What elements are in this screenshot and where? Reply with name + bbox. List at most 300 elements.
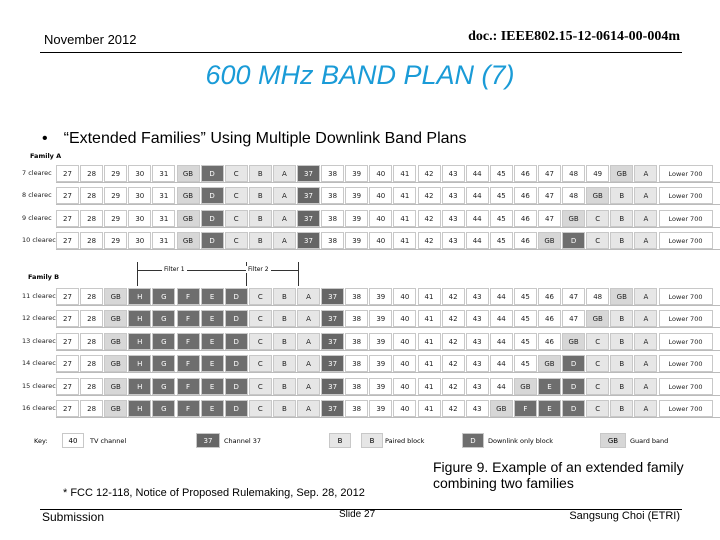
channel-cell: E [201, 333, 224, 350]
channel-cell: H [128, 400, 151, 417]
channel-cell: 39 [369, 355, 392, 372]
channel-cell: 27 [56, 165, 79, 182]
channel-cell: 42 [418, 232, 441, 249]
channel-cell: 40 [393, 288, 416, 305]
key-paired-box-2: B [361, 433, 383, 448]
channel-cell: 42 [418, 165, 441, 182]
channel-cell: C [586, 400, 609, 417]
slide-title: 600 MHz BAND PLAN (7) [205, 60, 515, 90]
channel-cell: C [225, 232, 248, 249]
channel-cell: E [201, 400, 224, 417]
channel-cell: 38 [321, 210, 344, 227]
channel-cell: A [273, 187, 296, 204]
channel-cell: 37 [297, 165, 320, 182]
channel-cell: C [249, 288, 272, 305]
channel-cell: GB [586, 187, 609, 204]
channel-cell: C [249, 355, 272, 372]
band-row-family-a [22, 187, 720, 204]
channel-cell: 29 [104, 165, 127, 182]
channel-cell: 46 [538, 310, 561, 327]
key-tv-text: TV channel [90, 436, 127, 445]
channel-cell: A [297, 310, 320, 327]
channel-cell: 40 [393, 355, 416, 372]
channel-cell: 46 [538, 288, 561, 305]
channel-cell: A [634, 378, 657, 395]
channel-cell: 46 [514, 232, 537, 249]
channel-cell: A [273, 232, 296, 249]
channel-cell: 39 [345, 232, 368, 249]
channel-cell: G [152, 355, 175, 372]
channel-cell: GB [104, 333, 127, 350]
lower-700-cell: Lower 700 [659, 310, 713, 327]
key-gb-text: Guard band [630, 436, 669, 445]
channel-cell: 40 [369, 187, 392, 204]
key-down-box: D [462, 433, 484, 448]
band-row-family-a [22, 165, 720, 182]
channel-cell: 37 [321, 400, 344, 417]
channel-cell: B [273, 333, 296, 350]
channel-cell: 28 [80, 165, 103, 182]
key-paired-block [329, 432, 424, 449]
channel-cell: D [562, 355, 585, 372]
channel-cell: 43 [442, 165, 465, 182]
channel-cell: 27 [56, 232, 79, 249]
channel-cell: D [562, 378, 585, 395]
channel-cell: 47 [562, 310, 585, 327]
channel-cell: 27 [56, 310, 79, 327]
channel-cell: 39 [345, 210, 368, 227]
band-row-label: 13 clearec [22, 337, 56, 345]
channel-cell: D [225, 378, 248, 395]
channel-cell: C [586, 378, 609, 395]
lower-700-cell: Lower 700 [659, 288, 713, 305]
channel-cell: 41 [393, 210, 416, 227]
channel-cell: C [225, 165, 248, 182]
channel-cell: A [634, 400, 657, 417]
row-divider [56, 417, 720, 418]
lower-700-cell: Lower 700 [659, 355, 713, 372]
channel-cell: 48 [562, 165, 585, 182]
channel-cell: B [610, 310, 633, 327]
channel-cell: GB [562, 333, 585, 350]
channel-cell: B [610, 378, 633, 395]
filter1-label: Filter 1 [164, 266, 185, 273]
channel-cell: 37 [297, 187, 320, 204]
band-row-label: 12 clearec [22, 314, 56, 322]
channel-cell: A [634, 288, 657, 305]
channel-cell: 44 [490, 288, 513, 305]
channel-cell: 42 [442, 288, 465, 305]
channel-cell: 45 [490, 210, 513, 227]
channel-cell: A [634, 355, 657, 372]
channel-cell: 41 [418, 378, 441, 395]
channel-cell: D [225, 288, 248, 305]
channel-cell: 28 [80, 400, 103, 417]
channel-cell: 45 [514, 355, 537, 372]
key-tv-channel [62, 432, 126, 449]
channel-cell: E [201, 355, 224, 372]
channel-cell: A [634, 232, 657, 249]
channel-cell: D [225, 355, 248, 372]
band-row-label: 8 clearec [22, 191, 52, 199]
channel-cell: F [514, 400, 537, 417]
channel-cell: GB [177, 187, 200, 204]
channel-cell: GB [104, 288, 127, 305]
key-down-text: Downlink only block [488, 436, 554, 445]
family-a-label: Family A [30, 152, 62, 160]
channel-cell: 27 [56, 187, 79, 204]
channel-cell: E [201, 288, 224, 305]
channel-cell: 39 [345, 165, 368, 182]
filter2-right-tick [298, 262, 299, 286]
band-row-label: 9 clearec [22, 214, 52, 222]
row-divider [56, 227, 720, 228]
channel-cell: G [152, 310, 175, 327]
channel-cell: 48 [586, 288, 609, 305]
footnote: * FCC 12-118, Notice of Proposed Rulemaking, Sep. 28, 2012 [63, 487, 365, 499]
channel-cell: 28 [80, 378, 103, 395]
channel-cell: 42 [418, 210, 441, 227]
channel-cell: 28 [80, 288, 103, 305]
channel-cell: 41 [418, 310, 441, 327]
channel-cell: B [273, 400, 296, 417]
key-guard-band [600, 432, 668, 449]
band-row-label: 14 clearec [22, 359, 56, 367]
row-divider [56, 350, 720, 351]
channel-cell: 43 [466, 355, 489, 372]
band-row-family-b [22, 310, 720, 327]
channel-cell: B [249, 232, 272, 249]
filter1-left-tick [137, 262, 138, 286]
channel-cell: 40 [393, 333, 416, 350]
key-downlink-block [462, 432, 553, 449]
channel-cell: 45 [490, 165, 513, 182]
channel-cell: B [610, 355, 633, 372]
channel-cell: GB [490, 400, 513, 417]
channel-cell: H [128, 310, 151, 327]
band-row-family-b [22, 333, 720, 350]
band-row-label: 7 clearec [22, 169, 52, 177]
channel-cell: 43 [466, 310, 489, 327]
channel-cell: D [201, 210, 224, 227]
channel-cell: A [273, 165, 296, 182]
channel-cell: GB [610, 165, 633, 182]
channel-cell: 43 [466, 400, 489, 417]
channel-cell: 46 [514, 165, 537, 182]
row-divider [56, 182, 720, 183]
channel-cell: 46 [538, 333, 561, 350]
key-paired-text: Paired block [385, 436, 425, 445]
band-row-label: 15 clearec [22, 382, 56, 390]
channel-cell: GB [177, 165, 200, 182]
row-divider [56, 204, 720, 205]
channel-cell: 43 [442, 232, 465, 249]
lower-700-cell: Lower 700 [659, 210, 713, 227]
channel-cell: 38 [345, 378, 368, 395]
channel-cell: 30 [128, 210, 151, 227]
channel-cell: 39 [369, 400, 392, 417]
channel-cell: 31 [152, 210, 175, 227]
channel-cell: 40 [393, 310, 416, 327]
channel-cell: F [177, 333, 200, 350]
channel-cell: B [273, 288, 296, 305]
channel-cell: 37 [297, 210, 320, 227]
channel-cell: GB [177, 232, 200, 249]
channel-cell: C [225, 187, 248, 204]
channel-cell: A [634, 310, 657, 327]
channel-cell: 39 [369, 333, 392, 350]
figure-caption: Figure 9. Example of an extended family combining two families [433, 459, 684, 491]
channel-cell: 29 [104, 232, 127, 249]
channel-cell: 41 [418, 333, 441, 350]
channel-cell: F [177, 310, 200, 327]
channel-cell: H [128, 355, 151, 372]
channel-cell: 39 [369, 378, 392, 395]
channel-cell: 40 [393, 378, 416, 395]
channel-cell: 46 [514, 187, 537, 204]
channel-cell: 45 [490, 232, 513, 249]
channel-cell: B [249, 210, 272, 227]
header-date: November 2012 [44, 32, 137, 47]
channel-cell: A [634, 210, 657, 227]
channel-cell: C [225, 210, 248, 227]
row-divider [56, 327, 720, 328]
channel-cell: 37 [321, 288, 344, 305]
channel-cell: 37 [321, 310, 344, 327]
band-row-family-b [22, 378, 720, 395]
channel-cell: 37 [321, 333, 344, 350]
channel-cell: GB [586, 310, 609, 327]
key-37-text: Channel 37 [224, 436, 262, 445]
channel-cell: 29 [104, 210, 127, 227]
channel-cell: A [634, 187, 657, 204]
channel-cell: 28 [80, 333, 103, 350]
channel-cell: D [225, 310, 248, 327]
channel-cell: 41 [393, 232, 416, 249]
channel-cell: 27 [56, 355, 79, 372]
channel-cell: GB [104, 355, 127, 372]
channel-cell: A [273, 210, 296, 227]
header-divider [40, 52, 682, 53]
lower-700-cell: Lower 700 [659, 378, 713, 395]
channel-cell: F [177, 355, 200, 372]
channel-cell: B [610, 210, 633, 227]
key-paired-box-1: B [329, 433, 351, 448]
channel-cell: 44 [490, 333, 513, 350]
channel-cell: 46 [514, 210, 537, 227]
channel-cell: E [201, 378, 224, 395]
channel-cell: D [201, 165, 224, 182]
channel-cell: 29 [104, 187, 127, 204]
key-channel-37 [196, 432, 261, 449]
channel-cell: E [201, 310, 224, 327]
lower-700-cell: Lower 700 [659, 165, 713, 182]
channel-cell: 39 [345, 187, 368, 204]
channel-cell: 47 [562, 288, 585, 305]
row-divider [56, 372, 720, 373]
channel-cell: 38 [321, 232, 344, 249]
channel-cell: GB [562, 210, 585, 227]
family-b-label: Family B [28, 273, 60, 281]
footer-author: Sangsung Choi (ETRI) [569, 510, 680, 522]
channel-cell: GB [514, 378, 537, 395]
lower-700-cell: Lower 700 [659, 187, 713, 204]
bullet-text: “Extended Families” Using Multiple Downlink Band Plans [63, 130, 467, 147]
channel-cell: B [273, 310, 296, 327]
channel-cell: 40 [369, 210, 392, 227]
channel-cell: G [152, 378, 175, 395]
lower-700-cell: Lower 700 [659, 400, 713, 417]
channel-cell: 41 [393, 187, 416, 204]
channel-cell: G [152, 288, 175, 305]
channel-cell: 42 [442, 310, 465, 327]
channel-cell: 30 [128, 232, 151, 249]
channel-cell: B [249, 187, 272, 204]
band-row-family-b [22, 400, 720, 417]
channel-cell: 45 [514, 288, 537, 305]
channel-cell: 28 [80, 210, 103, 227]
channel-cell: H [128, 288, 151, 305]
channel-cell: C [249, 333, 272, 350]
channel-cell: C [249, 378, 272, 395]
channel-cell: C [249, 400, 272, 417]
channel-cell: B [610, 232, 633, 249]
header-doc-id: doc.: IEEE802.15-12-0614-00-004m [468, 29, 680, 44]
channel-cell: 43 [442, 210, 465, 227]
channel-cell: B [610, 400, 633, 417]
channel-cell: 45 [490, 187, 513, 204]
channel-cell: GB [177, 210, 200, 227]
channel-cell: D [225, 333, 248, 350]
channel-cell: E [538, 400, 561, 417]
channel-cell: F [177, 288, 200, 305]
lower-700-cell: Lower 700 [659, 232, 713, 249]
channel-cell: 38 [321, 187, 344, 204]
channel-cell: A [297, 378, 320, 395]
band-row-family-a [22, 232, 720, 249]
footer-slide-number: Slide 27 [339, 509, 376, 520]
channel-cell: 41 [418, 288, 441, 305]
row-divider [56, 395, 720, 396]
channel-cell: 28 [80, 310, 103, 327]
bullet-dot: • [42, 130, 48, 147]
channel-cell: 43 [442, 187, 465, 204]
channel-cell: 31 [152, 165, 175, 182]
channel-cell: 27 [56, 378, 79, 395]
footer-submission: Submission [42, 510, 105, 524]
channel-cell: 38 [345, 400, 368, 417]
channel-cell: 28 [80, 355, 103, 372]
channel-cell: 41 [393, 165, 416, 182]
channel-cell: 27 [56, 400, 79, 417]
channel-cell: 28 [80, 187, 103, 204]
channel-cell: 45 [514, 310, 537, 327]
band-row-label: 11 clearec [22, 292, 56, 300]
channel-cell: D [225, 400, 248, 417]
channel-cell: 27 [56, 333, 79, 350]
channel-cell: B [273, 378, 296, 395]
channel-cell: 48 [562, 187, 585, 204]
channel-cell: 49 [586, 165, 609, 182]
channel-cell: 38 [345, 288, 368, 305]
channel-cell: A [297, 333, 320, 350]
channel-cell: C [586, 355, 609, 372]
channel-cell: 44 [466, 210, 489, 227]
row-divider [56, 305, 720, 306]
channel-cell: 30 [128, 165, 151, 182]
channel-cell: F [177, 378, 200, 395]
bullet-item [42, 130, 466, 148]
channel-cell: E [538, 378, 561, 395]
channel-cell: G [152, 400, 175, 417]
channel-cell: 44 [466, 232, 489, 249]
key-37-box: 37 [196, 433, 220, 448]
band-row-label: 10 clearec [22, 236, 56, 244]
channel-cell: 43 [466, 333, 489, 350]
channel-cell: B [249, 165, 272, 182]
channel-cell: D [201, 187, 224, 204]
key-tv-box: 40 [62, 433, 84, 448]
channel-cell: 43 [466, 288, 489, 305]
channel-cell: 42 [442, 355, 465, 372]
channel-cell: GB [104, 400, 127, 417]
channel-cell: 39 [369, 310, 392, 327]
channel-cell: A [634, 165, 657, 182]
channel-cell: B [610, 333, 633, 350]
channel-cell: 44 [490, 378, 513, 395]
channel-cell: 45 [514, 333, 537, 350]
channel-cell: 42 [418, 187, 441, 204]
channel-cell: 38 [345, 355, 368, 372]
channel-cell: 27 [56, 210, 79, 227]
channel-cell: F [177, 400, 200, 417]
channel-cell: A [297, 355, 320, 372]
band-row-family-b [22, 288, 720, 305]
channel-cell: D [562, 232, 585, 249]
channel-cell: 38 [345, 333, 368, 350]
row-divider [56, 249, 720, 250]
channel-cell: 31 [152, 232, 175, 249]
filter2-label: Filter 2 [248, 266, 269, 273]
channel-cell: 27 [56, 288, 79, 305]
channel-cell: 40 [369, 165, 392, 182]
channel-cell: C [586, 210, 609, 227]
channel-cell: H [128, 378, 151, 395]
channel-cell: C [586, 232, 609, 249]
channel-cell: 47 [538, 165, 561, 182]
channel-cell: 37 [297, 232, 320, 249]
channel-cell: 44 [466, 187, 489, 204]
channel-cell: D [201, 232, 224, 249]
channel-cell: C [586, 333, 609, 350]
channel-cell: 43 [466, 378, 489, 395]
channel-cell: C [249, 310, 272, 327]
key-gb-box: GB [600, 433, 626, 448]
channel-cell: 40 [369, 232, 392, 249]
channel-cell: A [634, 333, 657, 350]
channel-cell: G [152, 333, 175, 350]
band-row-label: 16 clearec [22, 404, 56, 412]
channel-cell: A [297, 400, 320, 417]
channel-cell: 30 [128, 187, 151, 204]
channel-cell: H [128, 333, 151, 350]
lower-700-cell: Lower 700 [659, 333, 713, 350]
channel-cell: 47 [538, 210, 561, 227]
channel-cell: A [297, 288, 320, 305]
channel-cell: 47 [538, 187, 561, 204]
channel-cell: D [562, 400, 585, 417]
channel-cell: GB [104, 378, 127, 395]
